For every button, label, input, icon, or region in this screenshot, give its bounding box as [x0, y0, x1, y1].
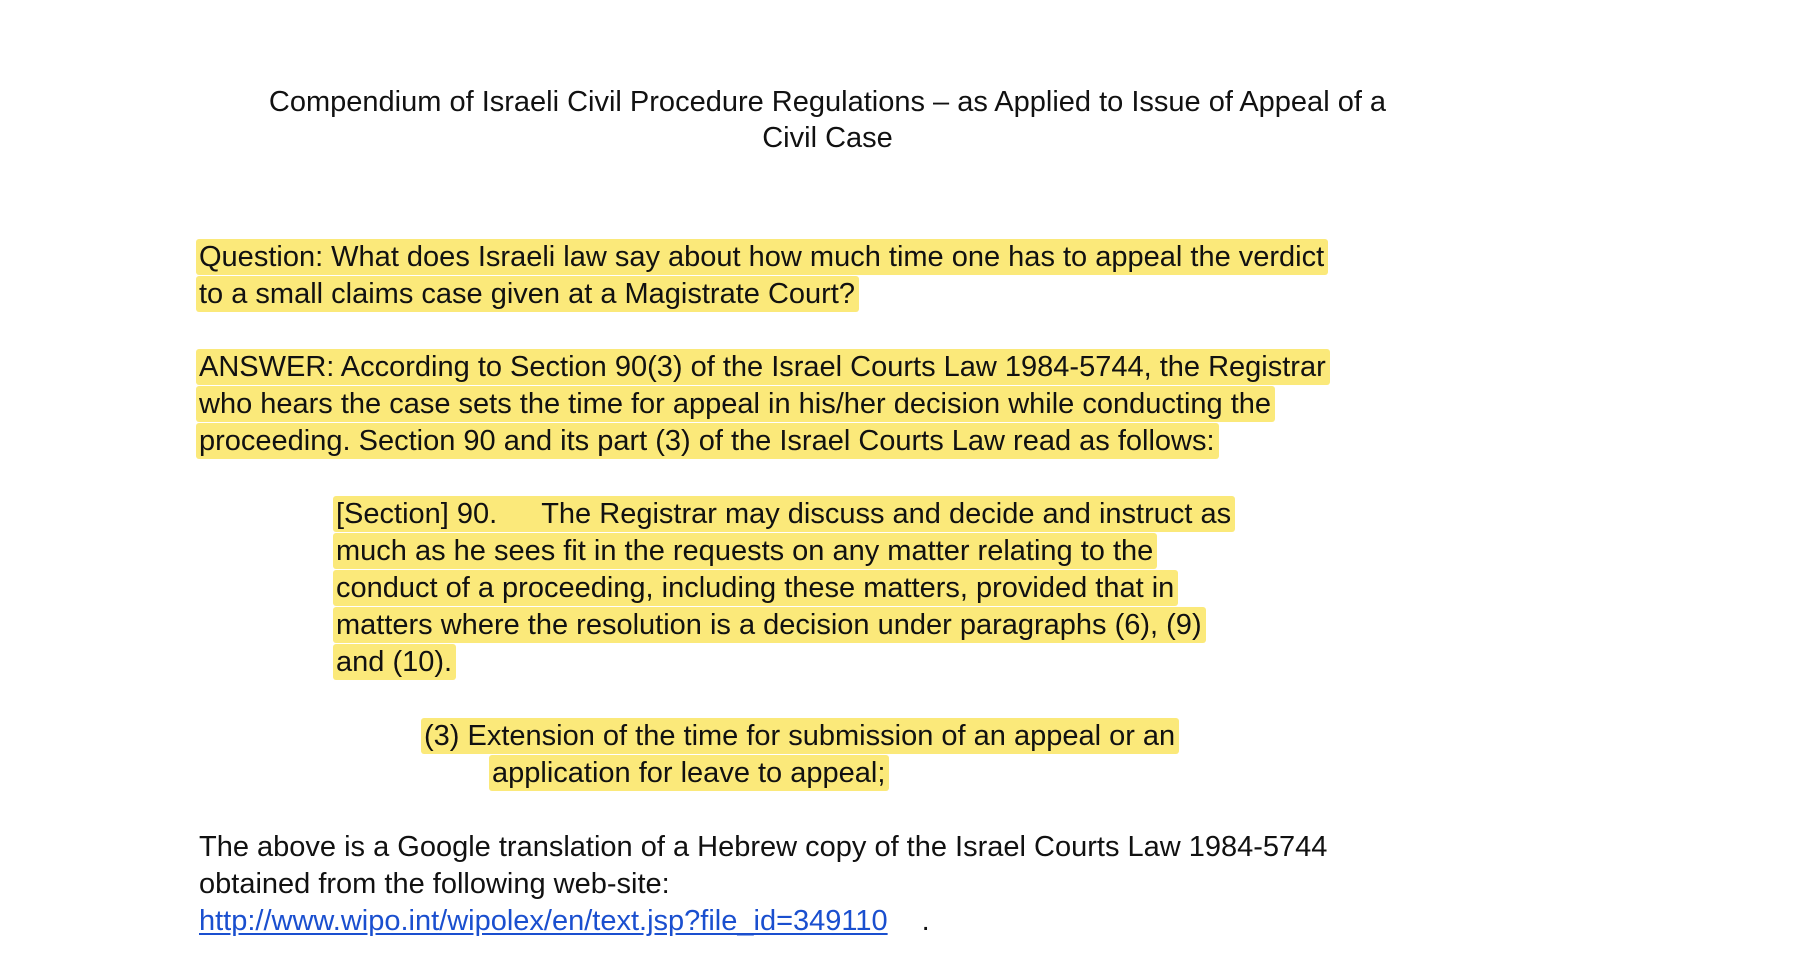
source-note-line-1: The above is a Google translation of a Hebrew copy of the Israel Courts Law 1984-5744 — [199, 831, 1328, 863]
answer-line-3: proceeding. Section 90 and its part (3) of the Israel Courts Law read as follows: — [196, 423, 1219, 459]
title-line-2: Civil Case — [762, 122, 893, 154]
section-90-line-5: and (10). — [333, 644, 456, 680]
subsection-3-quote — [421, 718, 1179, 792]
answer-paragraph — [196, 349, 1330, 460]
section-90-line-1 — [333, 496, 1235, 532]
source-note-line-2: obtained from the following web-site: — [199, 868, 670, 900]
document-title — [190, 84, 1465, 156]
section-90-line-3: conduct of a proceeding, including these matters, provided that in — [333, 570, 1178, 606]
section-90-line-4: matters where the resolution is a decision under paragraphs (6), (9) — [333, 607, 1206, 643]
subsection-3-line-1: (3) Extension of the time for submission of an appeal or an — [421, 718, 1179, 754]
question-paragraph — [196, 239, 1328, 313]
section-90-line-1-text: The Registrar may discuss and decide and instruct as — [541, 498, 1232, 530]
answer-line-2: who hears the case sets the time for appeal in his/her decision while conducting the — [196, 386, 1275, 422]
section-90-quote — [333, 496, 1235, 681]
wipo-source-link[interactable]: http://www.wipo.int/wipolex/en/text.jsp?file_id=349110 — [199, 905, 888, 937]
section-90-line-2: much as he sees fit in the requests on any matter relating to the — [333, 533, 1157, 569]
section-90-label: [Section] 90. — [336, 498, 498, 530]
subsection-3-line-2: application for leave to appeal; — [489, 755, 889, 791]
answer-line-1: ANSWER: According to Section 90(3) of the Israel Courts Law 1984-5744, the Registrar — [196, 349, 1330, 385]
question-line-1: Question: What does Israeli law say about how much time one has to appeal the verdict — [196, 239, 1328, 275]
source-note — [199, 829, 1327, 940]
title-line-1: Compendium of Israeli Civil Procedure Regulations – as Applied to Issue of Appeal of a — [268, 86, 1387, 118]
trailing-period: . — [921, 905, 930, 937]
question-line-2: to a small claims case given at a Magistrate Court? — [196, 276, 859, 312]
